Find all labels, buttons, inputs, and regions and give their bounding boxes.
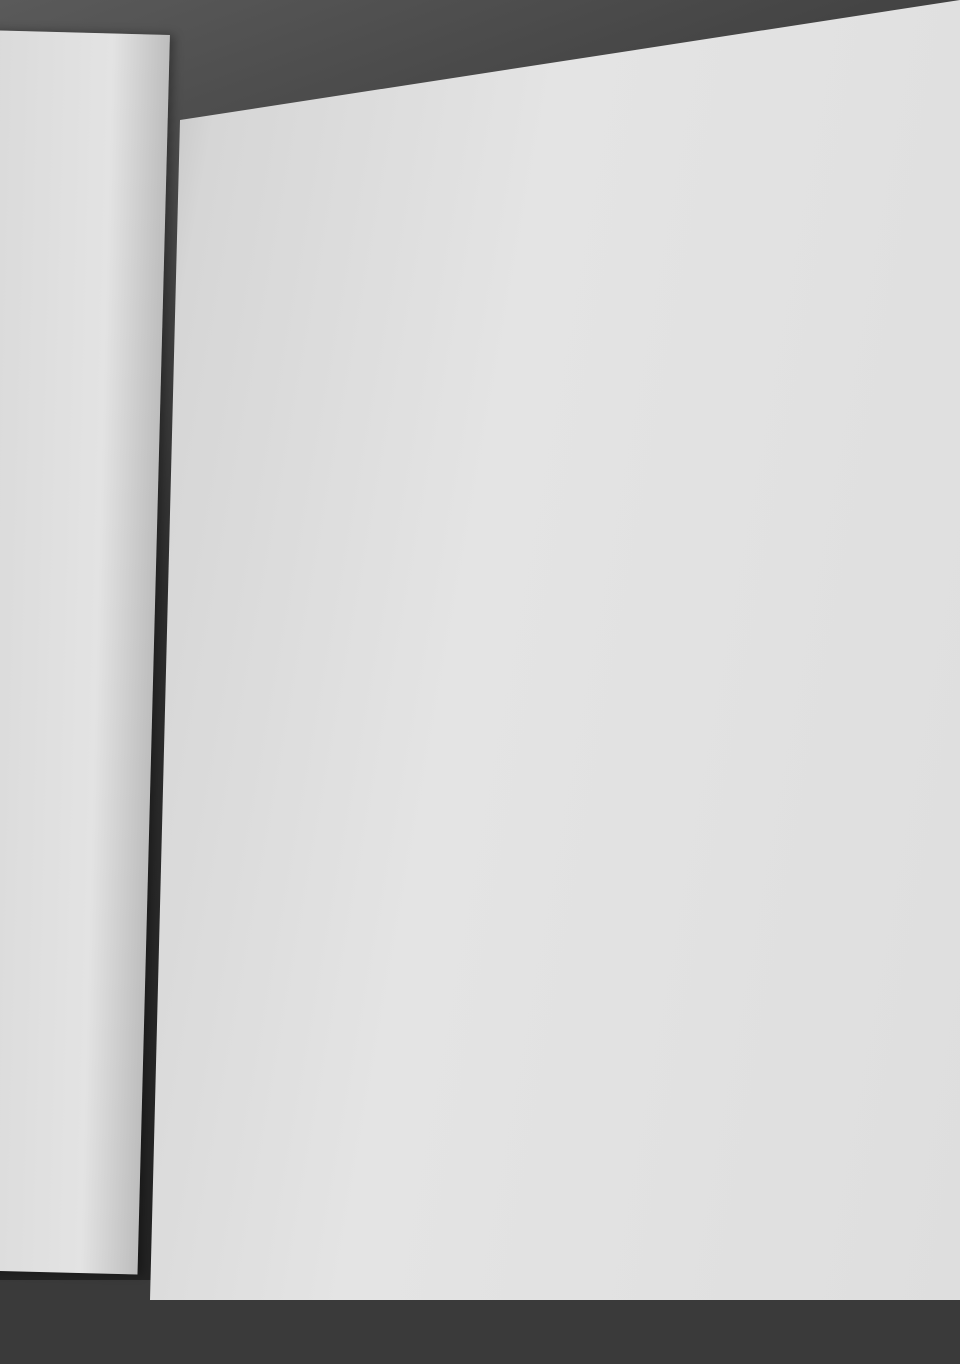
table-of-contents (217, 119, 755, 183)
toc-content (0, 13, 960, 1364)
